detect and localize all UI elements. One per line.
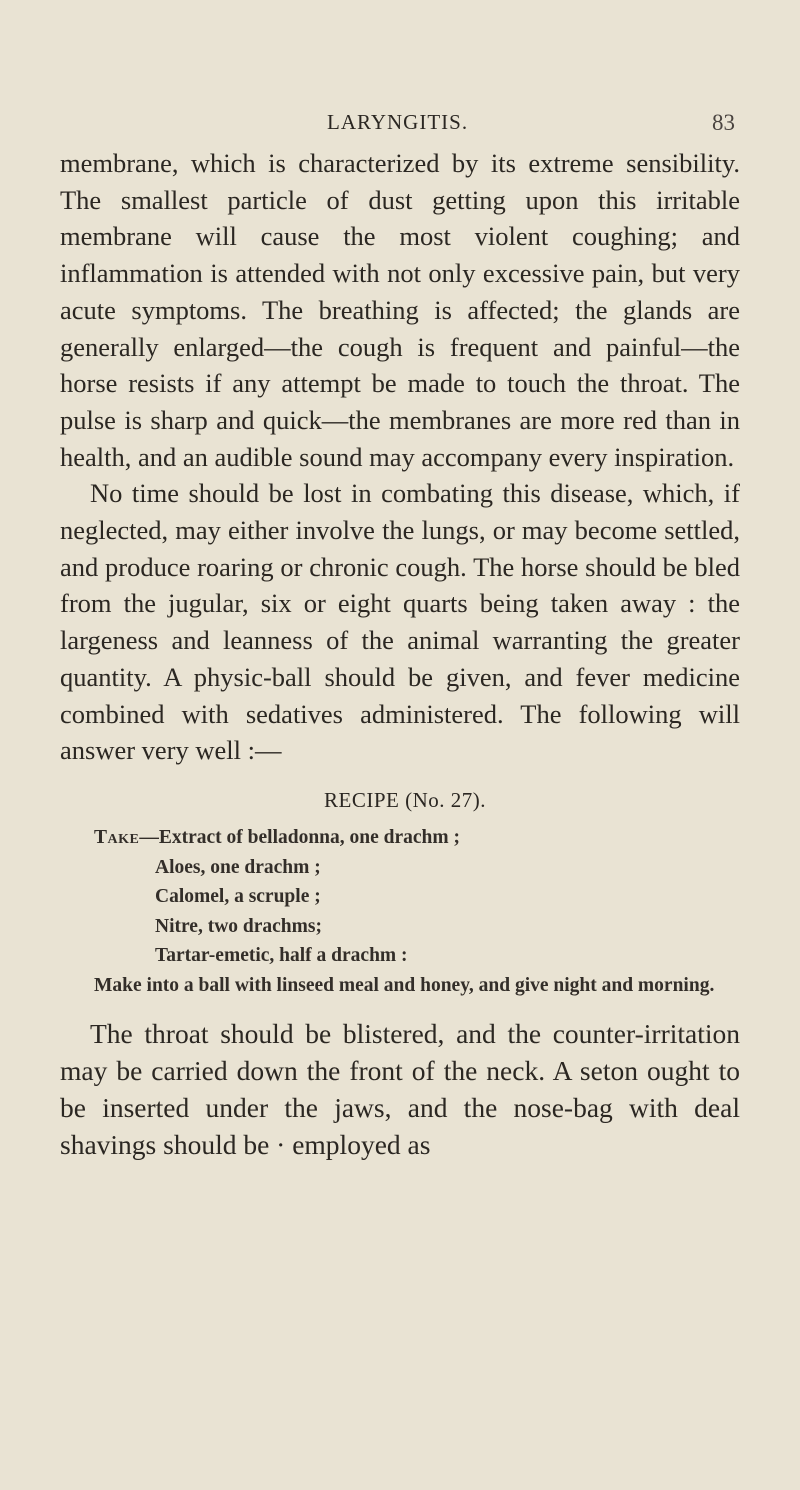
recipe-item-nitre: Nitre, two drachms; — [155, 915, 322, 937]
paragraph-treatment: No time should be lost in combating this disease, which, if neglected, may either involve the lungs, or may become settled, and produce roaring or chronic cough. The horse should be bled from the jugular, six or eight quarts being taken away : the largeness and leanness of the animal warranting the greater quantity. A physic-ball should be given, and fever medicine combined with sedatives administered. The following will answer very well :— — [60, 478, 740, 766]
recipe-block — [60, 785, 740, 1001]
recipe-title: RECIPE (No. 27). — [324, 787, 486, 812]
recipe-directions: Make into a ball with linseed meal and honey, and give night and morning. — [94, 974, 715, 996]
closing-section — [60, 1015, 740, 1163]
recipe-item-belladonna: —Extract of belladonna, one drachm ; — [139, 826, 461, 848]
recipe-take-word: Take — [94, 826, 140, 848]
paragraph-blistering: The throat should be blistered, and the counter-irritation may be carried down the front of the neck. A seton ought to be inserted under the jaws, and the nose-bag with deal shavings should be · employed as — [60, 1017, 740, 1160]
body-text — [60, 145, 740, 1163]
recipe-item-aloes: Aloes, one drachm ; — [155, 856, 321, 878]
page-number: 83 — [712, 110, 735, 135]
paragraph-symptoms: membrane, which is characterized by its extreme sensibility. The smallest particle of dust getting upon this irritable membrane will cause the most violent coughing; and inflammation is attended with not only excessive pain, but very acute symptoms. The breathing is affected; the glands are generally enlarged—the cough is frequent and painful—the horse resists if any attempt be made to touch the throat. The pulse is sharp and quick—the membranes are more red than in health, and an audible sound may accompany every inspiration. — [60, 148, 740, 472]
running-title: LARYNGITIS. — [327, 110, 469, 134]
recipe-item-calomel: Calomel, a scruple ; — [155, 886, 321, 908]
recipe-first-line — [60, 823, 740, 853]
recipe-item-tartar-emetic: Tartar-emetic, half a drachm : — [155, 945, 408, 967]
running-head — [0, 110, 800, 144]
